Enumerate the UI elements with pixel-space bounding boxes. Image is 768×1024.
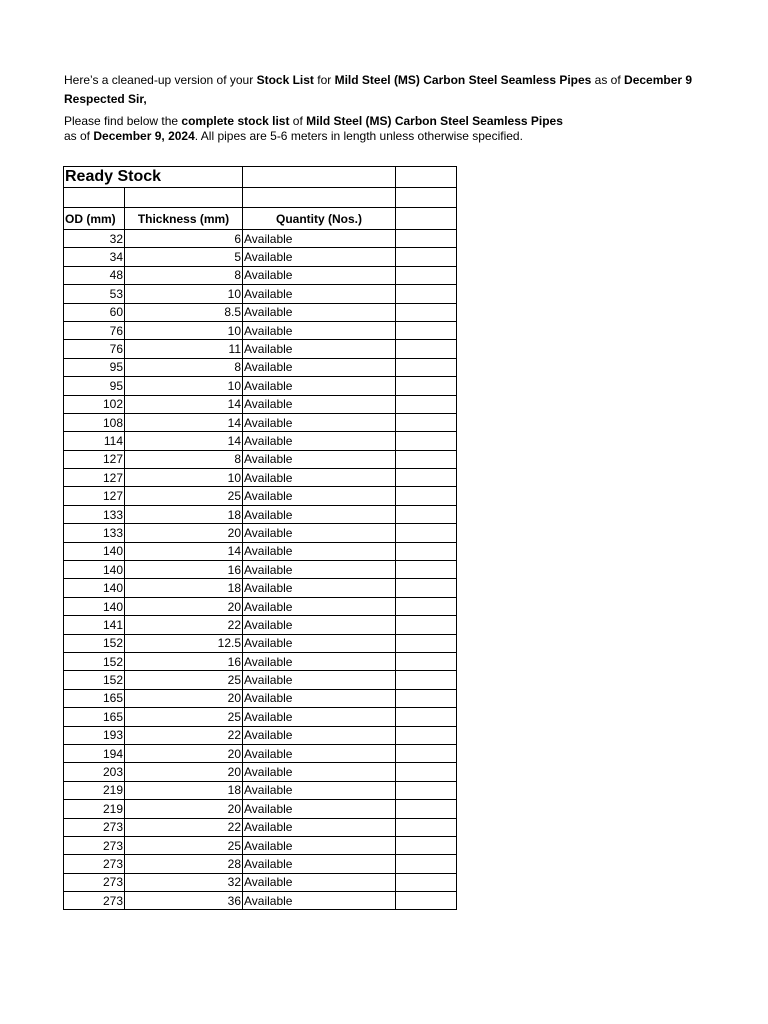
thickness-cell: 22 bbox=[125, 818, 243, 836]
od-cell: 152 bbox=[64, 652, 125, 670]
od-cell: 152 bbox=[64, 634, 125, 652]
od-cell: 133 bbox=[64, 524, 125, 542]
table-title-row bbox=[64, 167, 457, 188]
thickness-cell: 22 bbox=[125, 726, 243, 744]
paragraph-bold-complete-list: complete stock list bbox=[181, 114, 290, 128]
thickness-cell: 18 bbox=[125, 579, 243, 597]
quantity-cell: Available bbox=[243, 634, 396, 652]
paragraph-text-part: of bbox=[289, 114, 307, 128]
intro-text-part: as of bbox=[591, 73, 625, 87]
table-row bbox=[64, 524, 457, 542]
table-row bbox=[64, 340, 457, 358]
od-cell: 273 bbox=[64, 855, 125, 873]
empty-cell bbox=[396, 413, 457, 431]
thickness-cell: 16 bbox=[125, 652, 243, 670]
empty-cell bbox=[396, 763, 457, 781]
table-row bbox=[64, 395, 457, 413]
paragraph-bold-date: December 9, 2024 bbox=[93, 129, 195, 143]
empty-cell bbox=[396, 800, 457, 818]
od-cell: 140 bbox=[64, 561, 125, 579]
thickness-cell: 20 bbox=[125, 524, 243, 542]
thickness-cell: 14 bbox=[125, 413, 243, 431]
thickness-cell: 8.5 bbox=[125, 303, 243, 321]
empty-cell bbox=[396, 542, 457, 560]
table-row bbox=[64, 597, 457, 615]
thickness-cell: 20 bbox=[125, 800, 243, 818]
od-cell: 152 bbox=[64, 671, 125, 689]
thickness-cell: 8 bbox=[125, 358, 243, 376]
od-cell: 114 bbox=[64, 432, 125, 450]
empty-cell bbox=[396, 188, 457, 208]
table-row bbox=[64, 892, 457, 910]
table-row bbox=[64, 358, 457, 376]
table-row bbox=[64, 616, 457, 634]
quantity-cell: Available bbox=[243, 744, 396, 762]
intro-bold-product: Mild Steel (MS) Carbon Steel Seamless Pipes bbox=[334, 73, 592, 87]
thickness-cell: 18 bbox=[125, 505, 243, 523]
paragraph-line-2 bbox=[64, 129, 744, 144]
empty-cell bbox=[396, 266, 457, 284]
empty-cell bbox=[396, 321, 457, 339]
od-cell: 219 bbox=[64, 781, 125, 799]
empty-cell bbox=[396, 671, 457, 689]
thickness-cell: 10 bbox=[125, 377, 243, 395]
quantity-cell: Available bbox=[243, 708, 396, 726]
od-cell: 95 bbox=[64, 358, 125, 376]
quantity-cell: Available bbox=[243, 671, 396, 689]
thickness-cell: 28 bbox=[125, 855, 243, 873]
quantity-cell: Available bbox=[243, 597, 396, 615]
blank-row bbox=[64, 188, 457, 208]
header-od: OD (mm) bbox=[64, 208, 125, 230]
od-cell: 76 bbox=[64, 340, 125, 358]
empty-cell bbox=[396, 781, 457, 799]
empty-cell bbox=[396, 892, 457, 910]
thickness-cell: 20 bbox=[125, 689, 243, 707]
table-row bbox=[64, 285, 457, 303]
empty-cell bbox=[125, 188, 243, 208]
empty-cell bbox=[396, 248, 457, 266]
od-cell: 140 bbox=[64, 597, 125, 615]
table-row bbox=[64, 726, 457, 744]
od-cell: 60 bbox=[64, 303, 125, 321]
od-cell: 194 bbox=[64, 744, 125, 762]
od-cell: 32 bbox=[64, 230, 125, 248]
quantity-cell: Available bbox=[243, 432, 396, 450]
table-header-row bbox=[64, 208, 457, 230]
thickness-cell: 10 bbox=[125, 285, 243, 303]
thickness-cell: 14 bbox=[125, 395, 243, 413]
thickness-cell: 25 bbox=[125, 836, 243, 854]
empty-cell bbox=[396, 230, 457, 248]
quantity-cell: Available bbox=[243, 487, 396, 505]
od-cell: 203 bbox=[64, 763, 125, 781]
table-row bbox=[64, 634, 457, 652]
od-cell: 102 bbox=[64, 395, 125, 413]
table-row bbox=[64, 652, 457, 670]
intro-text bbox=[64, 71, 744, 109]
empty-cell bbox=[396, 285, 457, 303]
empty-cell bbox=[396, 616, 457, 634]
od-cell: 219 bbox=[64, 800, 125, 818]
thickness-cell: 14 bbox=[125, 542, 243, 560]
empty-cell bbox=[396, 818, 457, 836]
empty-cell bbox=[243, 167, 396, 188]
empty-cell bbox=[396, 579, 457, 597]
header-thickness: Thickness (mm) bbox=[125, 208, 243, 230]
table-row bbox=[64, 505, 457, 523]
od-cell: 53 bbox=[64, 285, 125, 303]
intro-text-part: Here’s a cleaned-up version of your bbox=[64, 73, 257, 87]
table-row bbox=[64, 487, 457, 505]
table-row bbox=[64, 413, 457, 431]
od-cell: 140 bbox=[64, 542, 125, 560]
stock-table bbox=[63, 166, 457, 910]
od-cell: 133 bbox=[64, 505, 125, 523]
empty-cell bbox=[396, 744, 457, 762]
quantity-cell: Available bbox=[243, 873, 396, 891]
empty-cell bbox=[396, 167, 457, 188]
empty-cell bbox=[396, 432, 457, 450]
intro-text-part: for bbox=[313, 73, 335, 87]
quantity-cell: Available bbox=[243, 561, 396, 579]
paragraph-text-part: . All pipes are 5-6 meters in length unless otherwise specified. bbox=[194, 129, 523, 143]
empty-cell bbox=[396, 377, 457, 395]
table-row bbox=[64, 321, 457, 339]
quantity-cell: Available bbox=[243, 285, 396, 303]
table-row bbox=[64, 561, 457, 579]
quantity-cell: Available bbox=[243, 358, 396, 376]
paragraph-bold-product: Mild Steel (MS) Carbon Steel Seamless Pipes bbox=[306, 114, 563, 128]
thickness-cell: 22 bbox=[125, 616, 243, 634]
empty-cell bbox=[396, 524, 457, 542]
od-cell: 127 bbox=[64, 450, 125, 468]
thickness-cell: 6 bbox=[125, 230, 243, 248]
empty-cell bbox=[396, 634, 457, 652]
od-cell: 273 bbox=[64, 818, 125, 836]
quantity-cell: Available bbox=[243, 800, 396, 818]
empty-cell bbox=[243, 188, 396, 208]
quantity-cell: Available bbox=[243, 524, 396, 542]
thickness-cell: 16 bbox=[125, 561, 243, 579]
quantity-cell: Available bbox=[243, 892, 396, 910]
empty-cell bbox=[396, 652, 457, 670]
empty-cell bbox=[396, 836, 457, 854]
quantity-cell: Available bbox=[243, 266, 396, 284]
table-row bbox=[64, 671, 457, 689]
quantity-cell: Available bbox=[243, 321, 396, 339]
table-row bbox=[64, 763, 457, 781]
table-row bbox=[64, 744, 457, 762]
paragraph-text-part: as of bbox=[64, 129, 94, 143]
quantity-cell: Available bbox=[243, 469, 396, 487]
table-row bbox=[64, 800, 457, 818]
thickness-cell: 8 bbox=[125, 450, 243, 468]
thickness-cell: 12.5 bbox=[125, 634, 243, 652]
quantity-cell: Available bbox=[243, 579, 396, 597]
greeting bbox=[64, 90, 744, 109]
quantity-cell: Available bbox=[243, 542, 396, 560]
quantity-cell: Available bbox=[243, 652, 396, 670]
quantity-cell: Available bbox=[243, 377, 396, 395]
thickness-cell: 11 bbox=[125, 340, 243, 358]
quantity-cell: Available bbox=[243, 230, 396, 248]
quantity-cell: Available bbox=[243, 689, 396, 707]
quantity-cell: Available bbox=[243, 340, 396, 358]
quantity-cell: Available bbox=[243, 248, 396, 266]
empty-cell bbox=[396, 487, 457, 505]
quantity-cell: Available bbox=[243, 781, 396, 799]
table-row bbox=[64, 377, 457, 395]
od-cell: 34 bbox=[64, 248, 125, 266]
table-row bbox=[64, 873, 457, 891]
quantity-cell: Available bbox=[243, 395, 396, 413]
quantity-cell: Available bbox=[243, 836, 396, 854]
od-cell: 273 bbox=[64, 873, 125, 891]
quantity-cell: Available bbox=[243, 726, 396, 744]
table-row bbox=[64, 579, 457, 597]
paragraph-text-part: Please find below the bbox=[64, 114, 182, 128]
od-cell: 127 bbox=[64, 487, 125, 505]
intro-bold-stock-list: Stock List bbox=[256, 73, 314, 87]
table-row bbox=[64, 432, 457, 450]
thickness-cell: 10 bbox=[125, 321, 243, 339]
empty-cell bbox=[396, 303, 457, 321]
od-cell: 127 bbox=[64, 469, 125, 487]
empty-cell bbox=[396, 561, 457, 579]
empty-cell bbox=[396, 469, 457, 487]
thickness-cell: 32 bbox=[125, 873, 243, 891]
empty-cell bbox=[396, 450, 457, 468]
thickness-cell: 25 bbox=[125, 671, 243, 689]
empty-cell bbox=[396, 689, 457, 707]
od-cell: 141 bbox=[64, 616, 125, 634]
empty-cell bbox=[396, 726, 457, 744]
table-row bbox=[64, 303, 457, 321]
quantity-cell: Available bbox=[243, 616, 396, 634]
quantity-cell: Available bbox=[243, 855, 396, 873]
od-cell: 165 bbox=[64, 708, 125, 726]
thickness-cell: 20 bbox=[125, 744, 243, 762]
thickness-cell: 20 bbox=[125, 597, 243, 615]
od-cell: 273 bbox=[64, 836, 125, 854]
quantity-cell: Available bbox=[243, 413, 396, 431]
table-title: Ready Stock bbox=[64, 167, 243, 188]
thickness-cell: 8 bbox=[125, 266, 243, 284]
thickness-cell: 25 bbox=[125, 487, 243, 505]
table-row bbox=[64, 836, 457, 854]
quantity-cell: Available bbox=[243, 818, 396, 836]
thickness-cell: 14 bbox=[125, 432, 243, 450]
greeting-text: Respected Sir, bbox=[64, 92, 147, 106]
od-cell: 165 bbox=[64, 689, 125, 707]
table-row bbox=[64, 266, 457, 284]
od-cell: 95 bbox=[64, 377, 125, 395]
table-row bbox=[64, 469, 457, 487]
table-row bbox=[64, 818, 457, 836]
thickness-cell: 36 bbox=[125, 892, 243, 910]
table-row bbox=[64, 689, 457, 707]
empty-cell bbox=[396, 855, 457, 873]
description-paragraph bbox=[64, 114, 744, 144]
od-cell: 273 bbox=[64, 892, 125, 910]
od-cell: 108 bbox=[64, 413, 125, 431]
table-row bbox=[64, 781, 457, 799]
thickness-cell: 10 bbox=[125, 469, 243, 487]
empty-cell bbox=[396, 505, 457, 523]
thickness-cell: 5 bbox=[125, 248, 243, 266]
quantity-cell: Available bbox=[243, 763, 396, 781]
quantity-cell: Available bbox=[243, 505, 396, 523]
table-row bbox=[64, 248, 457, 266]
od-cell: 193 bbox=[64, 726, 125, 744]
paragraph-line-1 bbox=[64, 114, 744, 129]
thickness-cell: 25 bbox=[125, 708, 243, 726]
empty-cell bbox=[64, 188, 125, 208]
table-row bbox=[64, 230, 457, 248]
table-row bbox=[64, 542, 457, 560]
table-row bbox=[64, 708, 457, 726]
od-cell: 140 bbox=[64, 579, 125, 597]
od-cell: 76 bbox=[64, 321, 125, 339]
intro-bold-date: December 9 bbox=[624, 73, 693, 87]
quantity-cell: Available bbox=[243, 303, 396, 321]
empty-cell bbox=[396, 597, 457, 615]
quantity-cell: Available bbox=[243, 450, 396, 468]
empty-cell bbox=[396, 873, 457, 891]
empty-cell bbox=[396, 208, 457, 230]
table-row bbox=[64, 855, 457, 873]
empty-cell bbox=[396, 708, 457, 726]
od-cell: 48 bbox=[64, 266, 125, 284]
thickness-cell: 20 bbox=[125, 763, 243, 781]
table-row bbox=[64, 450, 457, 468]
empty-cell bbox=[396, 395, 457, 413]
header-quantity: Quantity (Nos.) bbox=[243, 208, 396, 230]
thickness-cell: 18 bbox=[125, 781, 243, 799]
empty-cell bbox=[396, 340, 457, 358]
intro-line bbox=[64, 71, 744, 90]
empty-cell bbox=[396, 358, 457, 376]
